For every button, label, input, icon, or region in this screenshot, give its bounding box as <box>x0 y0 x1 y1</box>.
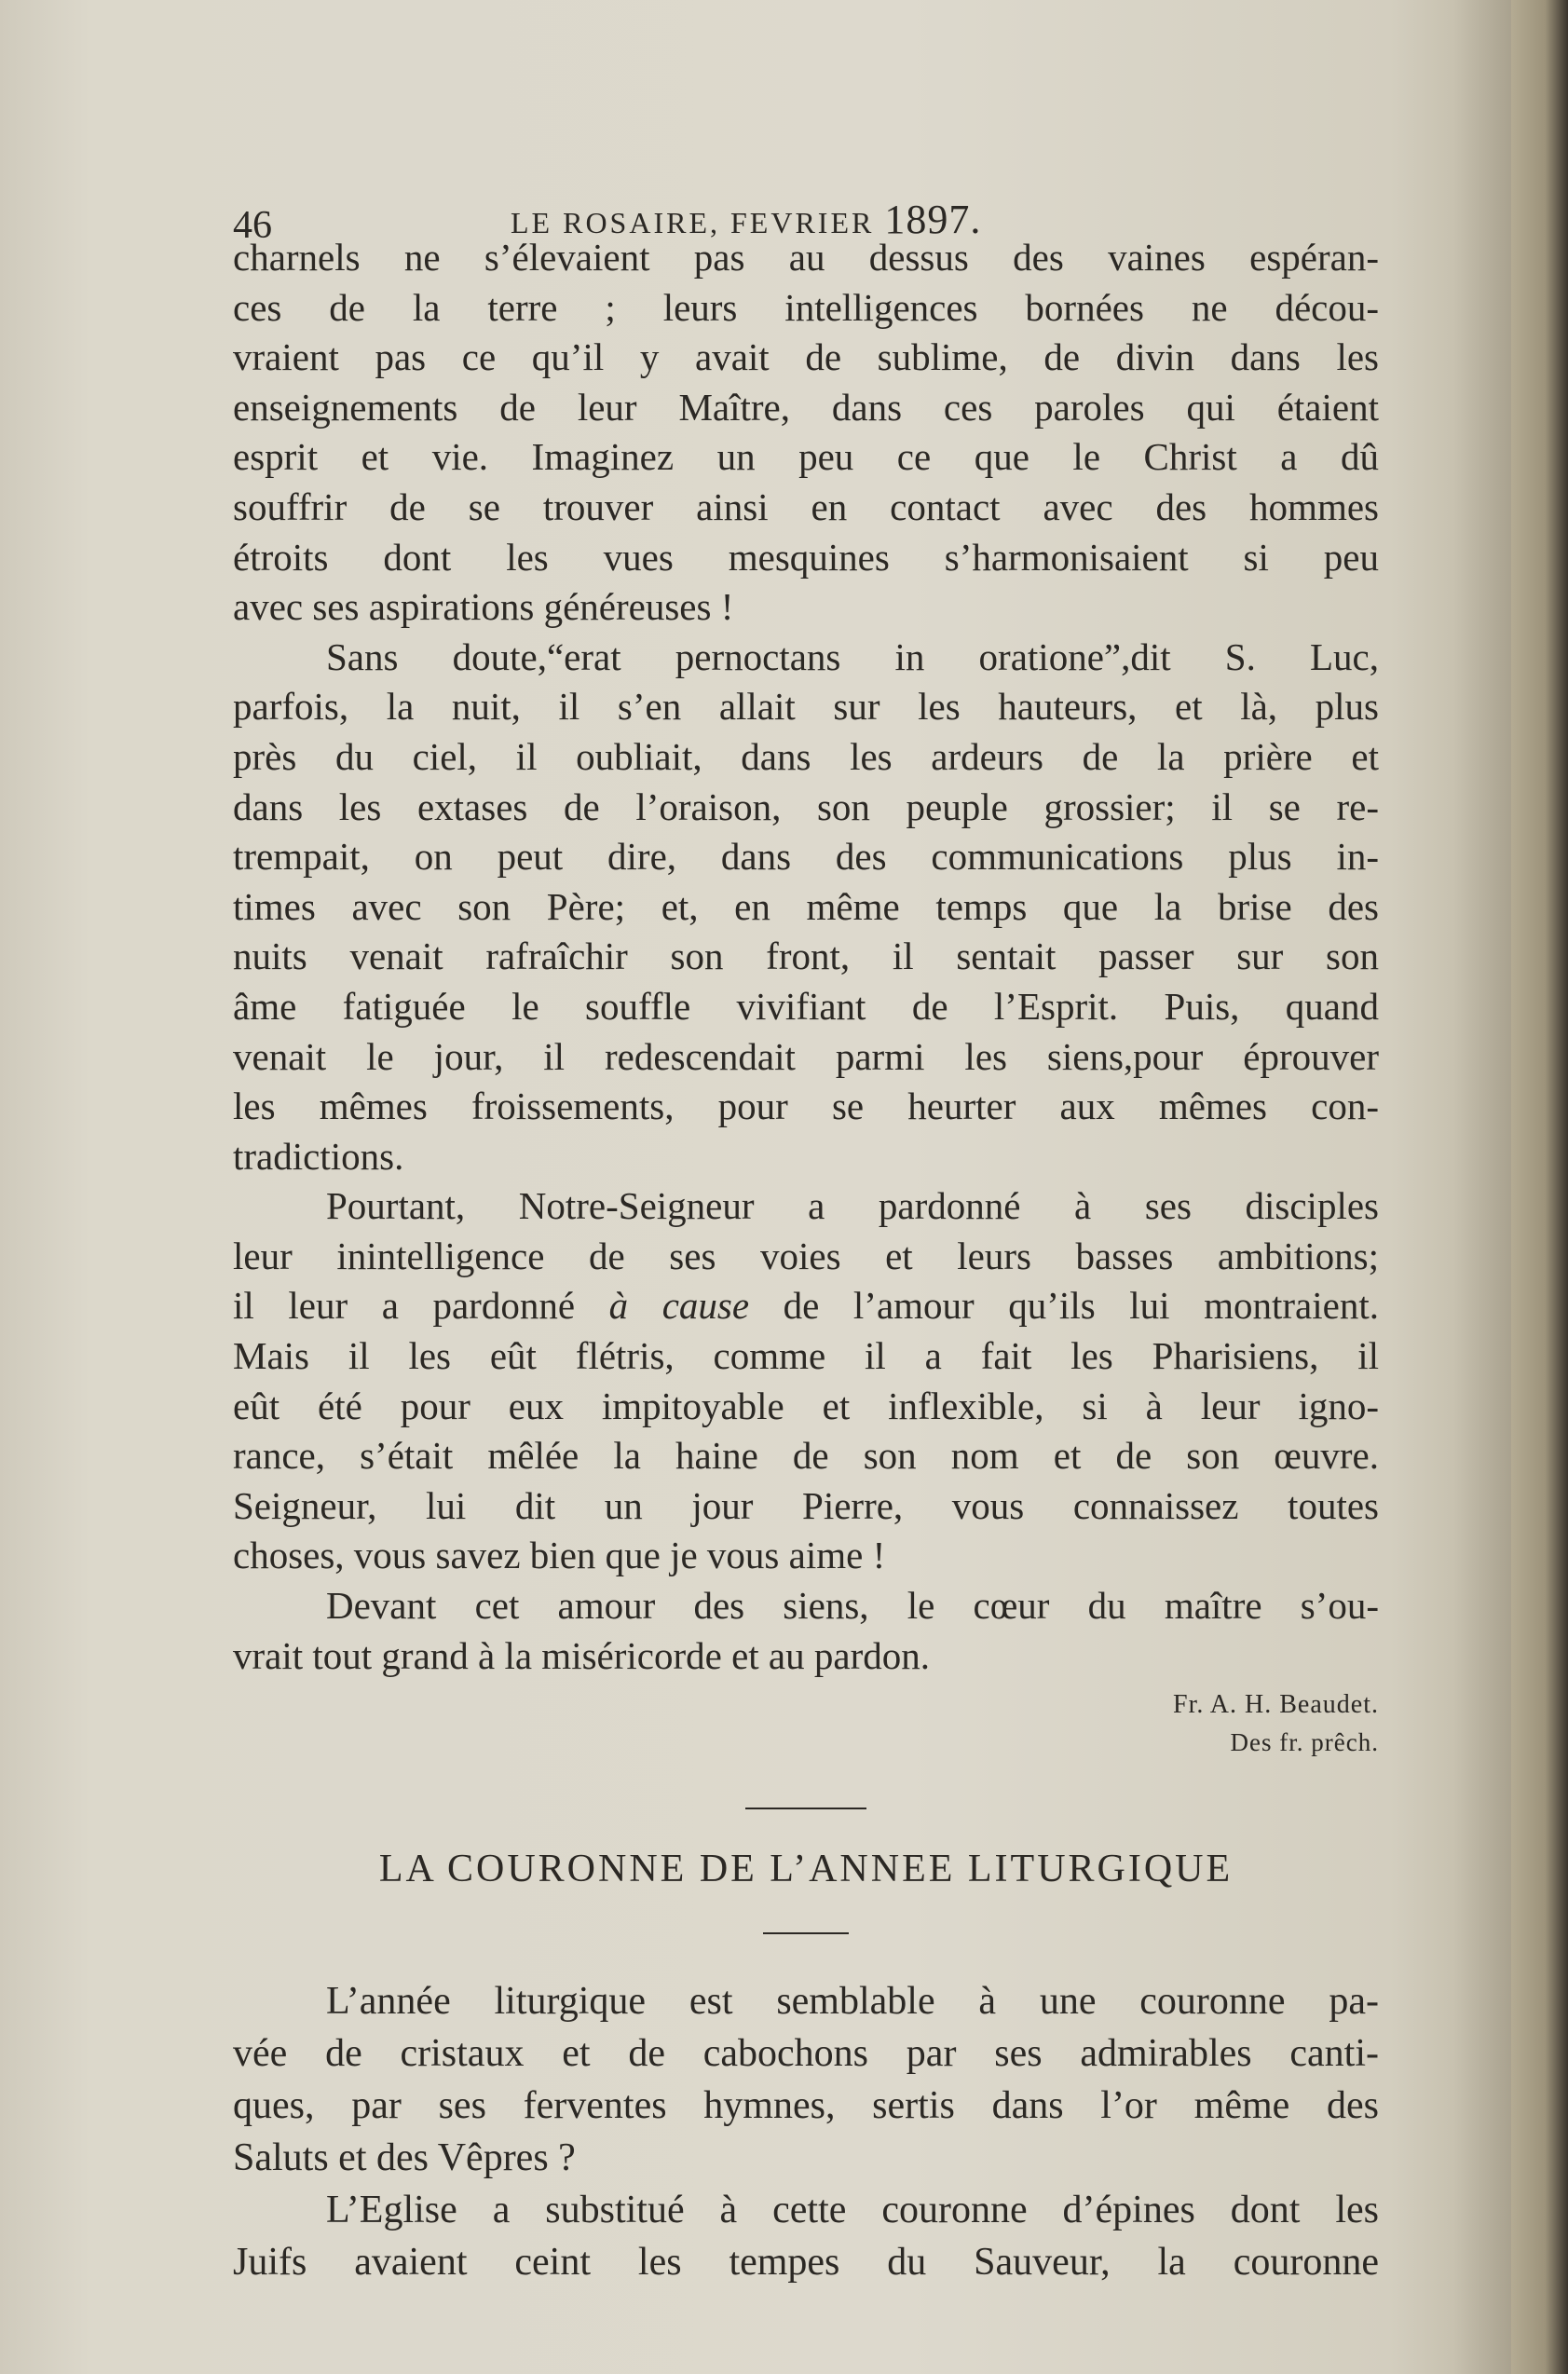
paragraph <box>233 1181 1379 1581</box>
text-line: Saluts et des Vêpres ? <box>233 2136 576 2180</box>
text-line: Devant cet amour des siens, le cœur du maître s’ou- <box>326 1584 1379 1628</box>
text-line: parfois, la nuit, il s’en allait sur les hauteurs, et là, plus <box>233 685 1379 729</box>
text-line: vraient pas ce qu’il y avait de sublime, de divin dans les <box>233 335 1379 379</box>
author-affiliation: Des fr. prêch. <box>1230 1728 1379 1757</box>
text-line: Juifs avaient ceint les tempes du Sauveur, la couronne <box>233 2241 1379 2285</box>
paragraph <box>233 2184 1379 2288</box>
section-divider <box>745 1808 866 1809</box>
text-line: trempait, on peut dire, dans des communications plus in- <box>233 835 1379 879</box>
running-head <box>233 158 1379 247</box>
text-line: eût été pour eux impitoyable et inflexible, si à leur igno- <box>233 1384 1379 1427</box>
text-line: L’Eglise a substitué à cette couronne d’épines dont les <box>326 2189 1379 2232</box>
text-line: Pourtant, Notre-Seigneur a pardonné à ses disciples <box>326 1184 1379 1228</box>
paragraph <box>233 1975 1379 2184</box>
text-line: choses, vous savez bien que je vous aime ! <box>233 1534 886 1577</box>
text-line: leur inintelligence de ses voies et leurs basses ambitions; <box>233 1234 1379 1277</box>
text-line: Seigneur, lui dit un jour Pierre, vous connaissez toutes <box>233 1483 1379 1527</box>
text-column <box>233 158 1379 2288</box>
article-continuation <box>233 233 1379 1761</box>
paragraph <box>233 233 1379 633</box>
text-line: tradictions. <box>233 1134 404 1178</box>
text-line: vrait tout grand à la miséricorde et au pardon. <box>233 1633 930 1677</box>
text-line: rance, s’était mêlée la haine de son nom et de son œuvre. <box>233 1434 1379 1478</box>
text-line: il leur a pardonné à cause de l’amour qu’ils lui montraient. <box>233 1284 1379 1328</box>
section-title: LA COURONNE DE L’ANNEE LITURGIQUE <box>378 1848 1234 1891</box>
text-line: près du ciel, il oubliait, dans les ardeurs de la prière et <box>233 734 1379 778</box>
running-head-year: 1897. <box>884 197 982 242</box>
text-line: enseignements de leur Maître, dans ces paroles qui étaient <box>233 385 1379 429</box>
title-underline <box>763 1932 849 1934</box>
text-line: âme fatiguée le souffle vivifiant de l’Esprit. Puis, quand <box>233 984 1379 1028</box>
text-line: Mais il les eût flétris, comme il a fait les Pharisiens, il <box>233 1334 1379 1378</box>
text-line: ques, par ses ferventes hymnes, sertis dans l’or même des <box>233 2084 1379 2128</box>
text-line: nuits venait rafraîchir son front, il sentait passer sur son <box>233 935 1379 978</box>
text-line: charnels ne s’élevaient pas au dessus des vaines espéran- <box>233 236 1379 279</box>
page-gutter-shadow <box>1453 0 1511 2374</box>
text-line: ces de la terre ; leurs intelligences bornées ne décou- <box>233 285 1379 329</box>
text-line: dans les extases de l’oraison, son peuple grossier; il se re- <box>233 785 1379 828</box>
text-line: les mêmes froissements, pour se heurter aux mêmes con- <box>233 1085 1379 1128</box>
text-line: avec ses aspirations généreuses ! <box>233 585 734 629</box>
running-head-title <box>511 196 981 243</box>
running-head-text: LE ROSAIRE, FEVRIER <box>511 206 875 239</box>
section-body <box>233 1975 1379 2288</box>
book-spine-edge <box>1511 0 1568 2374</box>
page-number: 46 <box>233 204 272 247</box>
author-signature: Fr. A. H. Beaudet. <box>1173 1690 1379 1720</box>
text-line: souffrir de se trouver ainsi en contact avec des hommes <box>233 484 1379 528</box>
text-line: venait le jour, il redescendait parmi les siens,pour éprouver <box>233 1034 1379 1078</box>
text-line: L’année liturgique est semblable à une couronne pa- <box>326 1980 1379 2024</box>
text-line: esprit et vie. Imaginez un peu ce que le Christ a dû <box>233 435 1379 479</box>
text-line: vée de cristaux et de cabochons par ses admirables canti- <box>233 2032 1379 2076</box>
emphasis: à cause <box>608 1284 750 1328</box>
paragraph <box>233 1581 1379 1681</box>
paragraph <box>233 633 1379 1182</box>
text-line: times avec son Père; et, en même temps que la brise des <box>233 884 1379 928</box>
text-line: étroits dont les vues mesquines s’harmonisaient si peu <box>233 535 1379 579</box>
text-line: Sans doute,“erat pernoctans in oratione”,dit S. Luc, <box>326 634 1379 678</box>
